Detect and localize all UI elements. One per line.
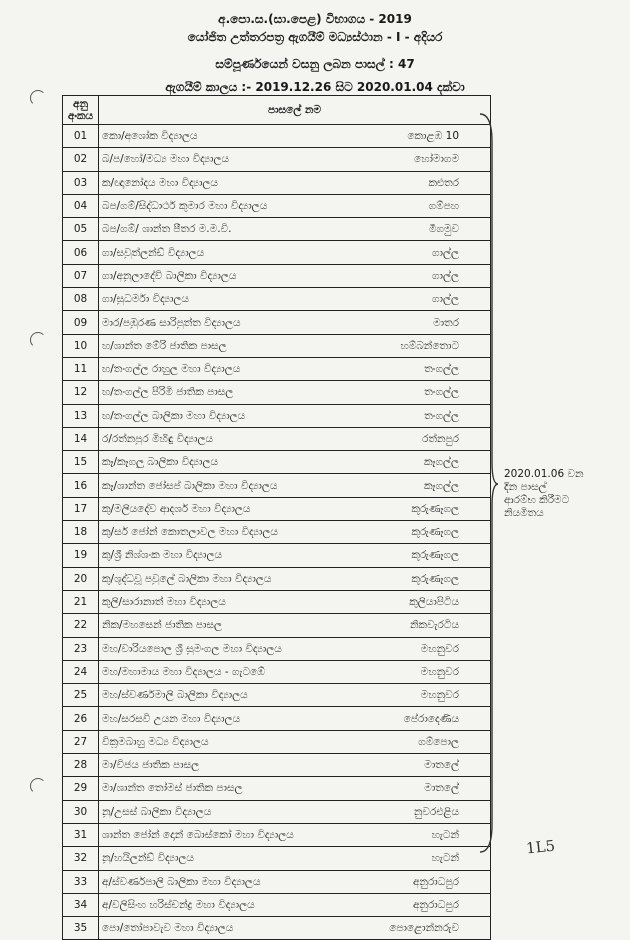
table-row [63,194,491,217]
school-name: කො/අශෝක විද්‍යාලය [102,130,198,143]
school-name: කු/සර් ජෝන් කොතලාවල මහා විද්‍යාලය [102,526,278,539]
school-name: හ/තංගල්ල පිරිමි ජාතික පාසල [102,386,234,399]
school-name: මහ/මහාමාය මහා විද්‍යාලය - ගැටඹේ [102,665,265,678]
evaluation-period: ඇගයීම් කාලය :- 2019.12.26 සිට 2020.01.04 දක්වා [165,80,465,94]
row-number: 20 [63,567,99,590]
table-row [63,497,491,520]
table-row [63,334,491,357]
row-number: 32 [63,847,99,870]
school-name: මා/විජය ජාතික පාසල [102,759,200,772]
table-row [63,357,491,380]
row-number: 31 [63,823,99,846]
table-row [63,404,491,427]
school-name: අ/වලිසිංහ හරිස්චන්ද්‍ර මහා විද්‍යාලය [102,898,255,911]
row-number: 34 [63,893,99,916]
row-number: 06 [63,241,99,264]
school-name: මා/ශාන්ත තෝමස් ජාතික පාසල [102,782,243,795]
row-number: 28 [63,754,99,777]
school-cell [99,521,491,544]
school-location: හෝමාගම [414,153,459,166]
school-name: මහ/සරසවි උයන මහා විද්‍යාලය [102,712,241,725]
row-number: 02 [63,148,99,171]
row-number: 03 [63,171,99,194]
row-number: 01 [63,125,99,148]
school-location: කුලියාපිටිය [409,596,459,609]
school-name: මහ/වාරියපොල ශ්‍රී සුමංගල මහා විද්‍යාලය [102,642,282,655]
school-cell [99,474,491,497]
school-location: කුරුණෑගල [411,549,459,562]
row-number: 12 [63,381,99,404]
row-number: 24 [63,660,99,683]
school-name: නු/උසස් බාලිකා විද්‍යාලය [102,805,212,818]
table-header-row [63,96,491,125]
row-number: 09 [63,311,99,334]
table-row [63,148,491,171]
school-location: ගාල්ල [432,269,459,282]
school-name: කු/මලියදේව ආදර්ශ මහා විද්‍යාලය [102,502,251,515]
school-name: හ/ශාන්ත මේරි ජාතික පාසල [102,339,227,352]
school-cell [99,427,491,450]
school-cell [99,777,491,800]
table-row [63,917,491,940]
row-number: 15 [63,451,99,474]
school-location: මහනුවර [420,689,459,702]
table-row [63,288,491,311]
row-number: 23 [63,637,99,660]
school-location: මාතලේ [424,759,459,772]
school-location: ගම්පහ [428,200,459,213]
school-name: ශාන්ත ජෝන් දොන් බොස්කෝ මහා විද්‍යාලය [102,829,294,842]
side-note-line: ආරම්භ කිරීමට [504,494,570,506]
table-row [63,893,491,916]
school-cell [99,194,491,217]
row-number: 25 [63,684,99,707]
row-number: 05 [63,218,99,241]
school-location: තංගල්ල [424,363,459,376]
table-row [63,264,491,287]
school-cell [99,311,491,334]
column-header-number: අනු අංකය [63,96,99,125]
exam-title: අ.පො.ස.(සා.පෙළ) විභාගය - 2019 [218,12,412,26]
row-number: 19 [63,544,99,567]
school-cell [99,404,491,427]
school-name: මහ/ස්වර්ණමාලි බාලිකා විද්‍යාලය [102,689,248,702]
punch-hole-mark [30,778,46,794]
school-cell [99,637,491,660]
row-number: 14 [63,427,99,450]
table-row [63,427,491,450]
row-number: 27 [63,730,99,753]
school-location: අනුරාධපුර [412,875,459,888]
row-number: 08 [63,288,99,311]
school-name: වික්‍රමබාහු මධ්‍ය විද්‍යාලය [102,735,209,748]
school-location: කුරුණෑගල [411,572,459,585]
school-name: මාර/පඹුරණ සාරිපුත්ත විද්‍යාලය [102,316,241,329]
row-number: 29 [63,777,99,800]
centre-title: යෝජිත උත්තරපත්‍ර ඇගයීම් මධ්‍යස්ථාන - I - අදියර [187,30,443,44]
school-name: නු/හයිලන්ඩ් විද්‍යාලය [102,852,194,865]
school-location: කුරුණෑගල [411,502,459,515]
school-location: තංගල්ල [424,386,459,399]
table-row [63,614,491,637]
school-cell [99,497,491,520]
table-row [63,800,491,823]
school-location: මීගමුව [428,223,459,236]
school-cell [99,684,491,707]
row-number: 21 [63,590,99,613]
schools-table [62,95,491,940]
school-name: කු/ශ්‍රී නිශ්ශංක මහා විද්‍යාලය [102,549,223,562]
school-location: කෑගල්ල [424,479,459,492]
school-name: හ/තංගල්ල බාලිකා මහා විද්‍යාලය [102,409,246,422]
school-location: පොළොන්නරුව [389,922,459,935]
school-location: හැටන් [431,852,459,865]
school-location: කුරුණෑගල [411,526,459,539]
table-row [63,171,491,194]
school-name: නික/මහසෙන් ජාතික පාසල [102,619,223,632]
row-number: 35 [63,917,99,940]
school-cell [99,754,491,777]
school-cell [99,288,491,311]
school-cell [99,264,491,287]
school-name: බප/ගම්/සිද්ධාර්ථ කුමාර මහා විද්‍යාලය [102,200,268,213]
school-cell [99,381,491,404]
table-row [63,777,491,800]
school-name: බප/ගම්/ ශාන්ත පීතර ම.ම.වි. [102,223,232,236]
table-row [63,311,491,334]
table-row [63,730,491,753]
side-note-line: දින පාසල් [504,481,547,493]
school-cell [99,171,491,194]
school-cell [99,917,491,940]
row-number: 07 [63,264,99,287]
handwritten-mark: 1L5 [525,836,556,858]
school-location: මාතලේ [424,782,459,795]
school-name: කු/ශුද්ධවූ පවුලේ බාලිකා මහා විද්‍යාලය [102,572,272,585]
table-row [63,684,491,707]
side-note-line: නියමිතය [504,507,544,519]
school-name: හ/තංගල්ල රාහුල මහා විද්‍යාලය [102,363,241,376]
school-cell [99,357,491,380]
school-cell [99,567,491,590]
school-location: නුවරඑළිය [413,805,459,818]
school-location: පේරාදෙණිය [403,712,459,725]
table-row [63,847,491,870]
school-location: මහනුවර [420,665,459,678]
school-cell [99,148,491,171]
school-name: ගා/සුධර්මා විද්‍යාලය [102,293,189,306]
row-number: 30 [63,800,99,823]
school-cell [99,451,491,474]
school-cell [99,218,491,241]
school-name: කෑ/ශාන්ත ජෝසප් බාලිකා මහා විද්‍යාලය [102,479,278,492]
school-location: තංගල්ල [424,409,459,422]
side-note-line: 2020.01.06 වන [504,468,584,480]
school-cell [99,800,491,823]
school-name: කුලි/සාරානාත් මහා විද්‍යාලය [102,596,226,609]
row-number: 11 [63,357,99,380]
school-cell [99,730,491,753]
school-location: හැටන් [431,829,459,842]
right-brace [478,112,500,857]
school-name: ගා/අනුලාදේවි බාලිකා විද්‍යාලය [102,269,237,282]
school-name: ර/රත්නපුර මිහිඳු විද්‍යාලය [102,433,214,445]
column-header-school: පාසලේ නම [99,96,491,125]
table-row [63,660,491,683]
table-row [63,567,491,590]
row-number: 33 [63,870,99,893]
school-location: කෑගල්ල [424,456,459,469]
row-number: 22 [63,614,99,637]
school-location: ගම්පොල [418,735,459,748]
school-cell [99,544,491,567]
school-location: මහනුවර [420,642,459,655]
school-cell [99,241,491,264]
row-number: 10 [63,334,99,357]
table-row [63,707,491,730]
school-name: ගා/සවුත්ලන්ඩ් විද්‍යාලය [102,246,205,259]
row-number: 18 [63,521,99,544]
school-name: අ/ස්වර්ණපාලි බාලිකා මහා විද්‍යාලය [102,875,261,888]
school-location: කළුතර [428,176,459,189]
punch-hole-mark [30,90,46,106]
school-cell [99,590,491,613]
school-location: මාතර [433,316,459,329]
table-row [63,125,491,148]
school-location: හම්බන්තොට [400,339,459,352]
school-count: සම්පූර්ණයෙන් වසනු ලබන පාසල් : 47 [215,57,415,71]
table-row [63,637,491,660]
school-cell [99,125,491,148]
table-row [63,218,491,241]
side-note [504,468,584,520]
school-cell [99,614,491,637]
row-number: 04 [63,194,99,217]
row-number: 17 [63,497,99,520]
table-body [63,125,491,940]
row-number: 26 [63,707,99,730]
table-row [63,474,491,497]
table-row [63,521,491,544]
school-cell [99,823,491,846]
school-cell [99,334,491,357]
school-cell [99,707,491,730]
school-cell [99,847,491,870]
school-cell [99,893,491,916]
table-row [63,754,491,777]
school-name: ක/ඥානෝදය මහා විද්‍යාලය [102,176,218,189]
table-row [63,381,491,404]
school-location: නිකවැරටිය [410,619,459,632]
table-row [63,241,491,264]
table-row [63,590,491,613]
table-row [63,451,491,474]
school-location: අනුරාධපුර [412,898,459,911]
table-row [63,544,491,567]
school-name: කෑ/කෑගලු බාලිකා විද්‍යාලය [102,456,219,469]
school-location: කොළඹ 10 [407,130,459,143]
school-cell [99,660,491,683]
row-number: 16 [63,474,99,497]
school-name: පො/තෝපාවැව මහා විද්‍යාලය [102,922,234,935]
table-row [63,870,491,893]
school-name: බ/ප/හෝ/මධ්‍ය මහා විද්‍යාලය [102,153,230,166]
punch-hole-mark [30,332,46,348]
school-location: රත්නපුර [422,433,459,445]
school-location: ගාල්ල [432,293,459,306]
school-cell [99,870,491,893]
row-number: 13 [63,404,99,427]
table-row [63,823,491,846]
school-location: ගාල්ල [432,246,459,259]
